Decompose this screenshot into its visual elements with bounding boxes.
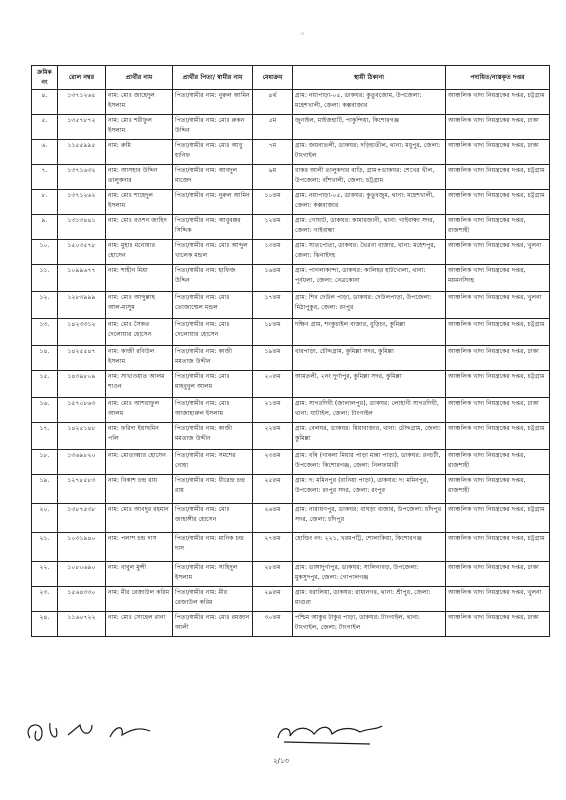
posting-cell: আঞ্চলিক খাদ্য নিয়ন্ত্রকের দপ্তর, ময়মনসিংহ — [446, 265, 550, 292]
name-cell: নাম: মোঃ সৈকত দেলোয়ার হোসেন — [106, 319, 173, 346]
posting-cell: আঞ্চলিক খাদ্য নিয়ন্ত্রকের দপ্তর, চট্টগ্রাম — [446, 90, 550, 115]
merit-rank-cell: ১৮তম — [253, 319, 293, 346]
name-cell: নাম: মোঃ শাহেদুল ইসলাম — [106, 190, 173, 215]
serial-cell: ১২. — [32, 292, 58, 319]
roll-cell: ১৩৭১২৬২ — [58, 190, 106, 215]
posting-cell: আঞ্চলিক খাদ্য নিয়ন্ত্রকের দপ্তর, রাজশাহী — [446, 475, 550, 504]
father-name-cell: পিতা/স্বামীর নাম: মোঃ তোজাম্মেল মন্ডল — [173, 292, 253, 319]
serial-cell: ২৩. — [32, 587, 58, 612]
merit-rank-cell: ২১তম — [253, 398, 293, 423]
address-cell: আমতলী, ২নং দুর্গাপুর, কুমিল্লা সদর, কুমিল্লা — [293, 371, 446, 398]
father-name-cell: পিতা/স্বামীর নাম: কাজী মমতাজ উদ্দীন — [173, 346, 253, 371]
posting-cell: আঞ্চলিক খাদ্য নিয়ন্ত্রকের দপ্তর, চট্টগ্রাম — [446, 165, 550, 190]
address-cell: গ্রাম: নয়াপাড়া-০৫, ডাকঘর: কুতুবজোম, উপজেলা: মহেশখালী, জেলা: কক্সবাজার — [293, 90, 446, 115]
merit-rank-cell: ১২তম — [253, 215, 293, 240]
address-cell: জুনাইল, মাইজহাটি, পাকুন্দিয়া, কিশোরগঞ্জ — [293, 115, 446, 140]
address-cell: বারপাড়া, চৌদ্দগ্রাম, কুমিল্লা সদর, কুমিল্লা — [293, 346, 446, 371]
name-cell: নাম: কাজী রবিউল ইসলাম — [106, 346, 173, 371]
table-row — [32, 450, 550, 475]
posting-cell: আঞ্চলিক খাদ্য নিয়ন্ত্রকের দপ্তর, চট্টগ্রাম — [446, 423, 550, 450]
roll-cell: ১০৮০৬৯০ — [58, 562, 106, 587]
posting-cell: আঞ্চলিক খাদ্য নিয়ন্ত্রকের দপ্তর, ঢাকা — [446, 398, 550, 423]
merit-rank-cell: ১৬তম — [253, 265, 293, 292]
address-cell: পশ্চিম আকুর টাকুর পাড়া, ডাকঘর: টাংগাইল, থানা: টাংগাইল, জেলা: টাংগাইল — [293, 612, 446, 637]
address-cell: গ্রাম: ডাঙ্গাদুর্গাপুর, ডাকঘর: সালিনাবড়, উপজেলা: মুকসুদপুর, জেলা: গোপালগঞ্জ — [293, 562, 446, 587]
name-cell: নাম: মোতাব্বার হোসেন — [106, 450, 173, 475]
header-roll: রোল নম্বর — [58, 66, 106, 90]
serial-cell: ১৯. — [32, 475, 58, 504]
merit-rank-cell: ২২তম — [253, 423, 293, 450]
posting-cell: আঞ্চলিক খাদ্য নিয়ন্ত্রকের দপ্তর, ঢাকা — [446, 346, 550, 371]
father-name-cell: পিতা/স্বামীর নাম: আবদুল মাজেদ — [173, 165, 253, 190]
father-name-cell: পিতা/স্বামীর নাম: মোঃ মাহবুবুল আলম — [173, 371, 253, 398]
merit-rank-cell: ১৭তম — [253, 292, 293, 319]
table-row — [32, 265, 550, 292]
table-row — [32, 215, 550, 240]
serial-cell: ৪. — [32, 90, 58, 115]
merit-rank-cell: ২৩তম — [253, 450, 293, 475]
merit-rank-cell: ২৮তম — [253, 562, 293, 587]
posting-cell: আঞ্চলিক খাদ্য নিয়ন্ত্রকের দপ্তর, রাজশাহী — [446, 450, 550, 475]
name-cell: নাম: সাখাওয়াত আলম শাওন — [106, 371, 173, 398]
serial-cell: ২২. — [32, 562, 58, 587]
merit-rank-cell: ২৯তম — [253, 587, 293, 612]
father-name-cell: পিতা/স্বামীর নাম: মানিক চন্দ্র দাস — [173, 533, 253, 562]
address-cell: গ্রাম: গোঘাট, ডাকঘর: কামারজানী, থানা: গাইবান্ধা সদর, জেলা: গাইবান্ধা — [293, 215, 446, 240]
serial-cell: ২৪. — [32, 612, 58, 637]
serial-cell: ৭. — [32, 165, 58, 190]
posting-cell: আঞ্চলিক খাদ্য নিয়ন্ত্রকের দপ্তর, ঢাকা — [446, 612, 550, 637]
name-cell: নাম: ফরিদা ইয়াছমিন পলি — [106, 423, 173, 450]
serial-cell: ১১. — [32, 265, 58, 292]
roll-cell: ১০৩১৯৪০ — [58, 533, 106, 562]
name-cell: নাম: মুহাঃ মনোয়ার হোসেন — [106, 240, 173, 265]
table-row — [32, 115, 550, 140]
address-cell: গ্রাম: সাতপোতা, ডাকঘর: ভৈরবা বাজার, থানা: মহেশপুর, জেলা: ঝিনাইদহ — [293, 240, 446, 265]
roll-cell: ১৪২৩৩১২ — [58, 319, 106, 346]
candidate-table — [31, 65, 550, 637]
table-row — [32, 587, 550, 612]
address-cell: গ্রাম: পাগলাকান্দা, ডাকঘর: কালিহর হাটখোলা, থানা: পূর্বধলা, জেলা: নেত্রকোনা — [293, 265, 446, 292]
roll-cell: ১৩৬৯৮২০ — [58, 450, 106, 475]
table-row — [32, 292, 550, 319]
roll-cell: ১২৮৩৯৯৯ — [58, 292, 106, 319]
table-row — [32, 90, 550, 115]
table-row — [32, 165, 550, 190]
roll-cell: ১৪২৫৫৪৭ — [58, 346, 106, 371]
roll-cell: ১১৫৫৯৯৫ — [58, 140, 106, 165]
table-row — [32, 319, 550, 346]
name-cell: নাম: পলাশ চন্দ্র দাস — [106, 533, 173, 562]
address-cell: গ্রাম: জয়নাতলী, ডাকঘর: দড়িহাতীল, থানা: মধুপুর, জেলা: টাংগাইল — [293, 140, 446, 165]
posting-cell: আঞ্চলিক খাদ্য নিয়ন্ত্রকের দপ্তর, ঢাকা — [446, 140, 550, 165]
father-name-cell: পিতা/স্বামীর নাম: সাহিদুল ইসলাম — [173, 562, 253, 587]
address-cell: গ্রাম: সাগরদিঘী (জালালপুর), ডাকঘর: লোহানী সাগরদিঘী, থানা: ঘাটাইল, জেলা: টাংগাইল — [293, 398, 446, 423]
serial-cell: ২১. — [32, 533, 58, 562]
address-cell: গ্রাম: বরালিয়া, ডাকঘর: রাধানগর, থানা: শ্রীপুর, জেলা: মাগুরা — [293, 587, 446, 612]
header-address: স্থায়ী ঠিকানা — [293, 66, 446, 90]
posting-cell: আঞ্চলিক খাদ্য নিয়ন্ত্রকের দপ্তর, চট্টগ্রাম — [446, 533, 550, 562]
father-name-cell: পিতা/স্বামীর নাম: নুরুল আমিন — [173, 90, 253, 115]
serial-cell: ৯. — [32, 215, 58, 240]
merit-rank-cell: ৩০তম — [253, 612, 293, 637]
table-row — [32, 612, 550, 637]
roll-cell: ১৫৭০৮৬৩ — [58, 398, 106, 423]
table-header-row — [32, 66, 550, 90]
father-name-cell: পিতা/স্বামীর নাম: ধীরেন্দ্র চন্দ্র রায় — [173, 475, 253, 504]
address-cell: হোল্ডিং নং: ২২১, খরমপট্টি, শোলাকিয়া, কিশোরগঞ্জ — [293, 533, 446, 562]
table-row — [32, 423, 550, 450]
merit-rank-cell: ৭ম — [253, 140, 293, 165]
serial-cell: ১৪. — [32, 346, 58, 371]
father-name-cell: পিতা/স্বামীর নাম: মোঃ দেলোয়ার হোসেন — [173, 319, 253, 346]
posting-cell: আঞ্চলিক খাদ্য নিয়ন্ত্রকের দপ্তর, ঢাকা — [446, 562, 550, 587]
merit-rank-cell: ৫ম — [253, 115, 293, 140]
father-name-cell: পিতা/স্বামীর নাম: মীর রেজাউল করিম — [173, 587, 253, 612]
roll-cell: ১৫০৩৫৭৮ — [58, 240, 106, 265]
header-father: প্রার্থীর পিতা/ স্বামীর নাম — [173, 66, 253, 90]
father-name-cell: পিতা/স্বামীর নাম: মোঃ আবু হানিফ — [173, 140, 253, 165]
father-name-cell: পিতা/স্বামীর নাম: কাজী মমতাজ উদ্দীন — [173, 423, 253, 450]
merit-rank-cell: ১০তম — [253, 190, 293, 215]
table-row — [32, 533, 550, 562]
serial-cell: ১৭. — [32, 423, 58, 450]
posting-cell: আঞ্চলিক খাদ্য নিয়ন্ত্রকের দপ্তর, খুলনা — [446, 587, 550, 612]
posting-cell: আঞ্চলিক খাদ্য নিয়ন্ত্রকের দপ্তর, চট্টগ্রাম — [446, 371, 550, 398]
merit-rank-cell: ৯ম — [253, 165, 293, 190]
address-cell: গ্রাম: দ: মমিনপুর (বানিয়া পাড়া), ডাকঘর: দ: মমিনপুর, উপজেলা: রংপুর সদর, জেলা: রংপুর — [293, 475, 446, 504]
serial-cell: ১০. — [32, 240, 58, 265]
father-name-cell: পিতা/স্বামীর নাম: মোঃ রমজান আলী — [173, 612, 253, 637]
father-name-cell: পিতা/স্বামীর নাম: মোঃ আজাহারুল ইসলাম — [173, 398, 253, 423]
roll-cell: ১০৯৯৬৭৭ — [58, 265, 106, 292]
merit-rank-cell: ২০তম — [253, 371, 293, 398]
table-row — [32, 190, 550, 215]
name-cell: নাম: মোঃ আশরাফুল আলম — [106, 398, 173, 423]
header-serial: ক্রমিক নং — [32, 66, 58, 90]
serial-cell: ১৫. — [32, 371, 58, 398]
roll-cell: ১২৭৮৫৮৩ — [58, 475, 106, 504]
name-cell: নাম: মোঃ আব্দুল্লাহ আল-মাসুম — [106, 292, 173, 319]
name-cell: নাম: আসহাব উদ্দিন তালুকদার — [106, 165, 173, 190]
serial-cell: ৮. — [32, 190, 58, 215]
address-cell: গ্রাম: নয়াপাড়া-০৫, ডাকঘর: কুতুবজুম, থানা: মহেশখালী, জেলা: কক্সবাজার — [293, 190, 446, 215]
posting-cell: আঞ্চলিক খাদ্য নিয়ন্ত্রকের দপ্তর, চট্টগ্রাম — [446, 319, 550, 346]
address-cell: গ্রাম: বেলঘর, ডাকঘর: মিয়াবাজার, থানা: চৌদ্দগ্রাম, জেলা: কুমিল্লা — [293, 423, 446, 450]
roll-cell: ১৩৫৭৮৭২ — [58, 115, 106, 140]
father-name-cell: পিতা/স্বামীর নাম: মোঃ রুকন উদ্দিন — [173, 115, 253, 140]
address-cell: দক্ষিণ গ্রাম, শংকুচাইল বাজার, বুড়িচং, কুমিল্লা — [293, 319, 446, 346]
name-cell: নাম: শাহীন মিয়া — [106, 265, 173, 292]
table-row — [32, 346, 550, 371]
name-cell: নাম: মোঃ আবদুর রহমান — [106, 504, 173, 533]
page-number: ২/১৩ — [273, 757, 290, 765]
address-cell: গ্রাম: নারায়ণপুর, ডাকঘর: বাঘড়া বাজার, উপজেলা: চাঁদপুর সদর, জেলা: চাঁদপুর — [293, 504, 446, 533]
merit-rank-cell: ১৯তম — [253, 346, 293, 371]
father-name-cell: পিতা/স্বামীর নাম: সমশের নোহা — [173, 450, 253, 475]
name-cell: নাম: বিকাশ চন্দ্র রায় — [106, 475, 173, 504]
posting-cell: আঞ্চলিক খাদ্য নিয়ন্ত্রকের দপ্তর, চট্টগ্রাম — [446, 190, 550, 215]
table-row — [32, 240, 550, 265]
table-row — [32, 140, 550, 165]
father-name-cell: পিতা/স্বামীর নাম: মোঃ আব্দুল খালেক মন্ডল — [173, 240, 253, 265]
header-name: প্রার্থীর নাম — [106, 66, 173, 90]
address-cell: গ্রাম: বৰি (গাৰলা মিয়ার পাড়া মান্না পাড়া), ডাকঘর: রনচটী, উপজেলা: কিশোরগঞ্জ, জেলা: নিলফামারী — [293, 450, 446, 475]
name-cell: নাম: মোঃ রওশন জাহিদ — [106, 215, 173, 240]
name-cell: নাম: মীর রেজাউল করিম — [106, 587, 173, 612]
table-row — [32, 398, 550, 423]
scan-dot-mark: ◦ — [300, 30, 306, 40]
table-row — [32, 504, 550, 533]
table-body — [32, 90, 550, 637]
table-row — [32, 562, 550, 587]
roll-cell: ১১৬০৭২২ — [58, 612, 106, 637]
signature-1 — [20, 713, 170, 753]
posting-cell: আঞ্চলিক খাদ্য নিয়ন্ত্রকের দপ্তর, ঢাকা — [446, 115, 550, 140]
header-rank: মেধাক্রম — [253, 66, 293, 90]
roll-cell: ১৩৮৭৫৩৮ — [58, 504, 106, 533]
signature-2 — [270, 716, 390, 752]
table-row — [32, 371, 550, 398]
father-name-cell: পিতা/স্বামীর নাম: নুরুল আমিন — [173, 190, 253, 215]
serial-cell: ১৮. — [32, 450, 58, 475]
header-posting: পদায়িত/ন্যস্তকৃত দপ্তর — [446, 66, 550, 90]
father-name-cell: পিতা/স্বামীর নাম: আবুবক্কর সিদ্দিক — [173, 215, 253, 240]
serial-cell: ১৩. — [32, 319, 58, 346]
roll-cell: ১৩১৩৪৪১ — [58, 215, 106, 240]
roll-cell: ১৩৭১২৬৫ — [58, 90, 106, 115]
serial-cell: ৬. — [32, 140, 58, 165]
father-name-cell: পিতা/স্বামীর নাম: হাফিজ উদ্দিন — [173, 265, 253, 292]
name-cell: নাম: বাবুল মুন্সী — [106, 562, 173, 587]
roll-cell: ১৩৭১৬৩২ — [58, 165, 106, 190]
serial-cell: ১৬. — [32, 398, 58, 423]
address-cell: গ্রাম: শিব দেউল পাড়া, ডাকঘর: দেউলপাড়া, উপজেলা: মিঠাপুকুর, জেলা: রংপুর — [293, 292, 446, 319]
address-cell: বাকর আলী তালুকদার বাড়ি, গ্রাম+ডাকঘর: শেখের খীল, উপজেলা: বাঁশখালী, জেলা: চট্টগ্রাম — [293, 165, 446, 190]
posting-cell: আঞ্চলিক খাদ্য নিয়ন্ত্রকের দপ্তর, রাজশাহী — [446, 215, 550, 240]
table-row — [32, 475, 550, 504]
name-cell: নাম: মোঃ সোহেল রানা — [106, 612, 173, 637]
serial-cell: ৫. — [32, 115, 58, 140]
merit-rank-cell: ৪র্থ — [253, 90, 293, 115]
name-cell: নাম: রুমি — [106, 140, 173, 165]
name-cell: নাম: মোঃ জাহেদুল ইসলাম — [106, 90, 173, 115]
merit-rank-cell: ২৫তম — [253, 475, 293, 504]
posting-cell: আঞ্চলিক খাদ্য নিয়ন্ত্রকের দপ্তর, চট্টগ্রাম — [446, 504, 550, 533]
posting-cell: আঞ্চলিক খাদ্য নিয়ন্ত্রকের দপ্তর, খুলনা — [446, 292, 550, 319]
merit-rank-cell: ১৩তম — [253, 240, 293, 265]
serial-cell: ২০. — [32, 504, 58, 533]
merit-rank-cell: ২৬তম — [253, 504, 293, 533]
posting-cell: আঞ্চলিক খাদ্য নিয়ন্ত্রকের দপ্তর, খুলনা — [446, 240, 550, 265]
roll-cell: ১৫৬৪৩৩০ — [58, 587, 106, 612]
roll-cell: ১৪২৫১৪৮ — [58, 423, 106, 450]
roll-cell: ১৪৩৯৮০৯ — [58, 371, 106, 398]
merit-rank-cell: ২৭তম — [253, 533, 293, 562]
name-cell: নাম: মোঃ শরীফুল ইসলাম — [106, 115, 173, 140]
father-name-cell: পিতা/স্বামীর নাম: মোঃ জাহাঙ্গীর হোসেন — [173, 504, 253, 533]
